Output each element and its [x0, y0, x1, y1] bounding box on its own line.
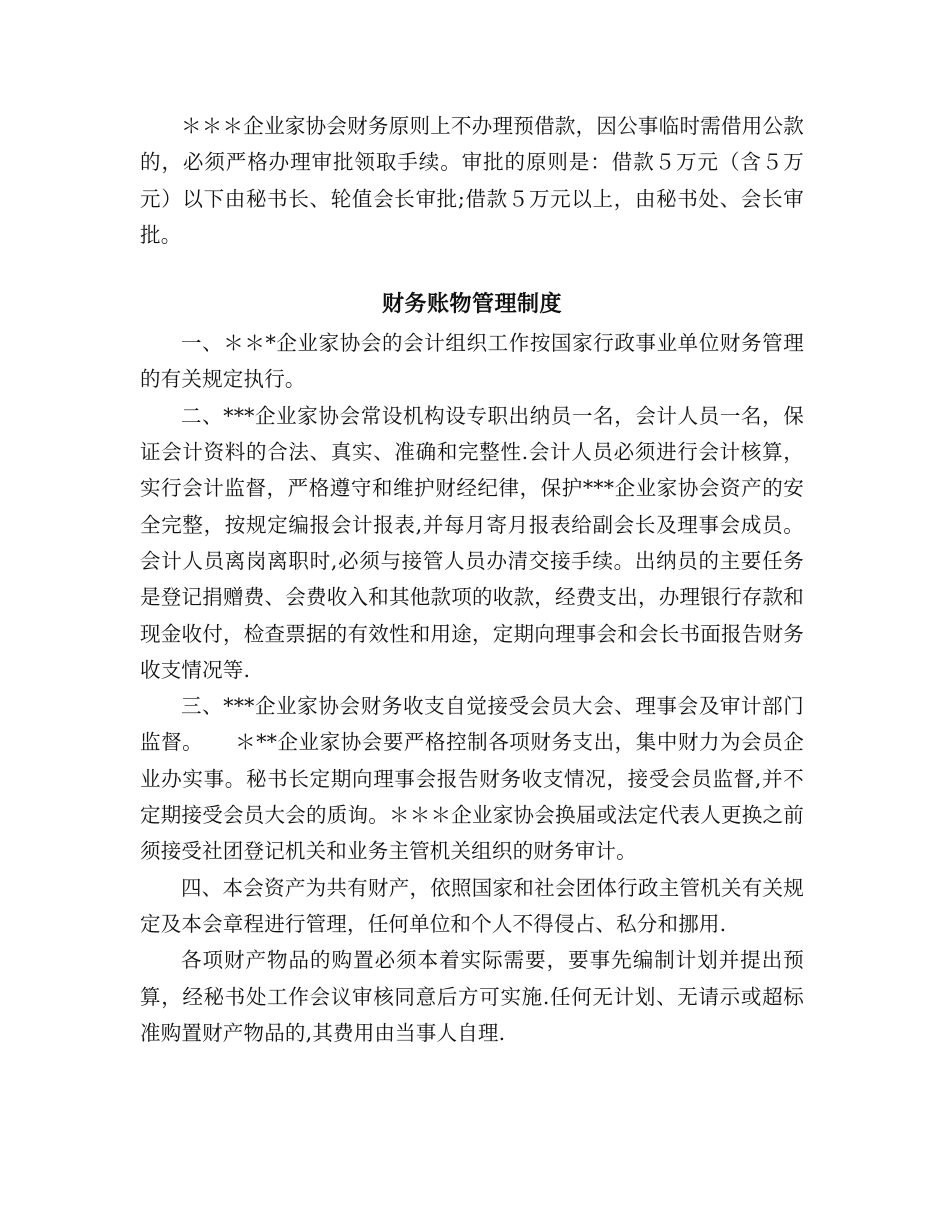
paragraph-2: 二、***企业家协会常设机构设专职出纳员一名，会计人员一名，保证会计资料的合法、真实、准确和完整性.会计人员必须进行会计核算，实行会计监督，严格遵守和维护财经纪律，保护***企业家协会资产的安全完整，按规定编报会计报表,并每月寄月报表给副会长及理事会成员。会计人员离岗离职时,必须与接管人员办清交接手续。出纳员的主要任务是登记捐赠费、会费收入和其他款项的收款，经费支出，办理银行存款和现金收付，检查票据的有效性和用途，定期向理事会和会长书面报告财务收支情况等.: [140, 403, 804, 682]
paragraph-4: 四、本会资产为共有财产，依照国家和社会团体行政主管机关有关规定及本会章程进行管理，任何单位和个人不得侵占、私分和挪用.: [140, 875, 804, 936]
paragraph-1: 一、＊＊*企业家协会的会计组织工作按国家行政事业单位财务管理的有关规定执行。: [140, 331, 804, 392]
section-title: 财务账物管理制度: [381, 291, 562, 318]
paragraph-3: 三、***企业家协会财务收支自觉接受会员大会、理事会及审计部门监督。 ＊**企业家协会要严格控制各项财务支出，集中财力为会员企业办实事。秘书长定期向理事会报告财务收支情况，接受会员监督,并不定期接受会员大会的质询。＊＊＊企业家协会换届或法定代表人更换之前须接受社团登记机关和业务主管机关组织的财务审计。: [140, 694, 804, 864]
document-page: [140, 108, 804, 1051]
paragraph-5: 各项财产物品的购置必须本着实际需要，要事先编制计划并提出预算，经秘书处工作会议审核同意后方可实施.任何无计划、无请示或超标准购置财产物品的,其费用由当事人自理.: [140, 948, 804, 1045]
intro-paragraph: ＊＊＊企业家协会财务原则上不办理预借款，因公事临时需借用公款的，必须严格办理审批领取手续。审批的原则是：借款５万元（含５万元）以下由秘书长、轮值会长审批;借款５万元以上，由秘书处、会长审批。: [140, 114, 804, 247]
